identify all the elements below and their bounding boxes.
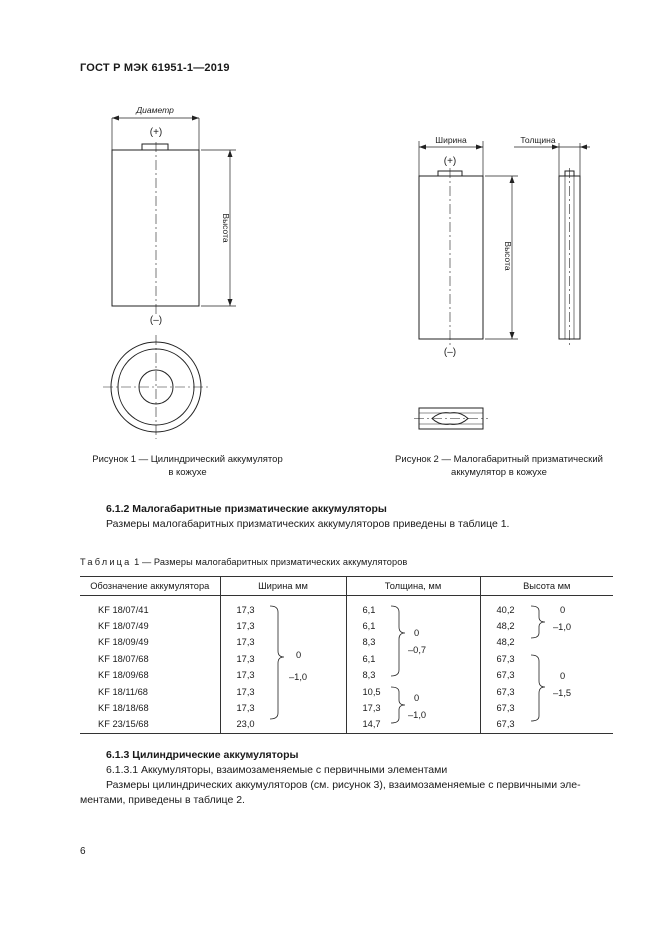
fig1-plus-label: (+) [149, 127, 163, 138]
page-number: 6 [80, 846, 86, 857]
tol-height-b-upper: 0 [560, 671, 566, 681]
cell-width: 17,3 [220, 683, 346, 699]
brace-width [270, 606, 284, 719]
document-header: ГОСТ Р МЭК 61951-1—2019 [80, 62, 230, 74]
brace-thickness-a [391, 606, 405, 676]
cell-height: 67,3 [480, 683, 613, 699]
brace-thickness-b [391, 687, 405, 723]
figure2-caption-line1: Рисунок 2 — Малогабаритный призматический [395, 454, 603, 465]
cell-thickness: 8,3 [346, 634, 480, 650]
fig2-plus-label: (+) [443, 156, 457, 167]
cell-height: 67,3 [480, 716, 613, 733]
tol-height-b-lower: –1,5 [553, 688, 572, 698]
cell-width: 17,3 [220, 667, 346, 683]
cell-thickness: 14,7 [346, 716, 480, 733]
cell-width: 17,3 [220, 651, 346, 667]
figure1-caption-line1: Рисунок 1 — Цилиндрический аккумулятор [92, 454, 283, 465]
cell-height: 67,3 [480, 667, 613, 683]
cell-designation: KF 18/09/68 [98, 670, 149, 681]
cell-width: 17,3 [220, 602, 346, 618]
col-header-width: Ширина мм [220, 577, 346, 596]
brace-height-a [531, 606, 545, 638]
cell-designation: KF 18/11/68 [98, 686, 148, 697]
cell-designation: KF 18/07/41 [98, 604, 149, 615]
col-header-designation: Обозначение аккумулятора [80, 577, 220, 596]
cell-thickness: 6,1 [346, 651, 480, 667]
table1-title-prefix: Таблица [80, 557, 132, 567]
cell-thickness: 8,3 [346, 667, 480, 683]
cell-width: 17,3 [220, 634, 346, 650]
figure1-caption-line2: в кожухе [168, 467, 207, 478]
tol-width-lower: –1,0 [289, 672, 308, 682]
section-613-heading: 6.1.3 Цилиндрические аккумуляторы [106, 749, 299, 761]
width-label: Ширина [435, 135, 467, 145]
cell-width: 17,3 [220, 700, 346, 716]
figure2-caption-line2: аккумулятор в кожухе [451, 467, 547, 478]
cell-height: 67,3 [480, 651, 613, 667]
cell-designation: KF 18/07/68 [98, 653, 149, 664]
fig1-minus-label: (–) [149, 315, 163, 326]
col-header-thickness: Толщина, мм [346, 577, 480, 596]
table1-title-rest: 1 — Размеры малогабаритных призматических аккумуляторов [131, 557, 408, 567]
tol-thickness-a-lower: –0,7 [408, 645, 427, 655]
col-header-height: Высота мм [480, 577, 613, 596]
cell-height: 48,2 [480, 634, 613, 650]
cell-height: 48,2 [480, 618, 613, 634]
cell-height: 40,2 [480, 602, 613, 618]
cell-height: 67,3 [480, 700, 613, 716]
section-6131-subheading: 6.1.3.1 Аккумуляторы, взаимозаменяемые с первичными элементами [106, 764, 448, 776]
brace-height-b [531, 655, 545, 721]
section-612-heading: 6.1.2 Малогабаритные призматические аккумуляторы [106, 503, 387, 515]
cell-designation: KF 18/07/49 [98, 621, 149, 632]
fig2-minus-label: (–) [443, 347, 457, 358]
section-612-text: Размеры малогабаритных призматических аккумуляторов приведены в таблице 1. [106, 518, 510, 530]
tol-height-a-lower: –1,0 [553, 622, 572, 632]
thickness-label: Толщина [520, 135, 556, 145]
cell-designation: KF 23/15/68 [80, 716, 220, 733]
cell-thickness: 6,1 [346, 602, 480, 618]
cell-designation: KF 18/18/68 [98, 703, 149, 714]
cell-thickness: 17,3 [346, 700, 480, 716]
cell-width: 23,0 [220, 716, 346, 733]
tol-thickness-b-upper: 0 [414, 693, 420, 703]
tol-width-upper: 0 [296, 650, 302, 660]
tol-thickness-b-lower: –1,0 [408, 710, 427, 720]
cell-width: 17,3 [220, 618, 346, 634]
tol-thickness-a-upper: 0 [414, 628, 420, 638]
section-613-text-line1: Размеры цилиндрических аккумуляторов (см. рисунок 3), взаимозаменяемые с первичными эле- [106, 779, 581, 791]
diameter-label: Диаметр [136, 105, 174, 115]
fig1-height-label: Высота [221, 213, 231, 243]
cell-designation: KF 18/09/49 [98, 637, 149, 648]
tol-height-a-upper: 0 [560, 605, 566, 615]
cell-thickness: 6,1 [346, 618, 480, 634]
fig2-height-label: Высота [503, 241, 513, 271]
section-613-text-line2: ментами, приведены в таблице 2. [80, 794, 245, 806]
cell-thickness: 10,5 [346, 683, 480, 699]
